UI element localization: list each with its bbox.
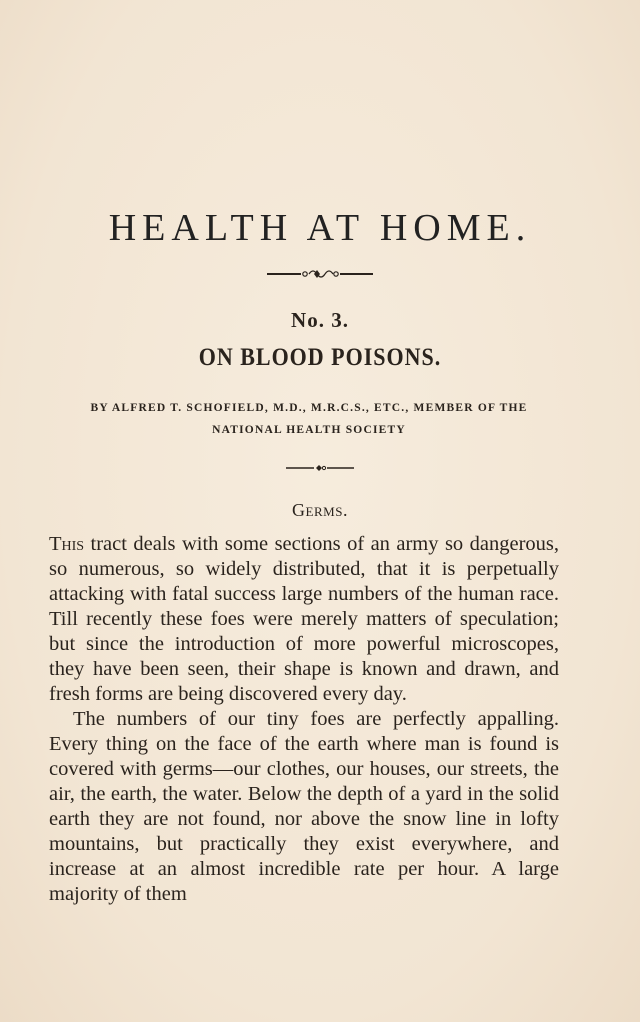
paragraph-text: tract deals with some sections of an army so dangerous, so numerous, so widely distributed, that it is perpetually attacking with fatal success large numbers of the human race. Till recently these foes were merely matters of speculation; but since the introduction of more powerful microscopes, they have been seen, their shape is known and drawn, and fresh forms are being discovered every day. (49, 533, 559, 705)
paragraph-lead-word: This (49, 533, 85, 555)
tract-number: No. 3. (291, 308, 349, 332)
section-ornament-divider (0, 458, 640, 477)
paragraph (49, 532, 559, 707)
tract-subtitle: ON BLOOD POISONS. (198, 342, 442, 371)
title-ornament-divider (0, 266, 640, 285)
page-title: HEALTH AT HOME. (108, 207, 532, 249)
ornament-diamond-icon (284, 463, 356, 473)
paragraph-text: The numbers of our tiny foes are perfectly appalling. Every thing on the face of the earth where man is found is covered with germs—our clothes, our houses, our streets, the air, the earth, the water. Below the depth of a yard in the solid earth they are not found, nor above the snow line in lofty mountains, but practically they exist everywhere, and increase at an almost incredible rate per hour. A large majority of them (49, 708, 559, 905)
ornament-flourish-icon (265, 267, 375, 281)
paragraph (49, 707, 559, 907)
section-heading-text: Germs. (292, 500, 348, 520)
body-text (49, 532, 559, 907)
section-heading (0, 500, 640, 521)
author-byline: BY ALFRED T. SCHOFIELD, M.D., M.R.C.S., ETC., MEMBER OF THE NATIONAL HEALTH SOCIETY (90, 402, 528, 436)
